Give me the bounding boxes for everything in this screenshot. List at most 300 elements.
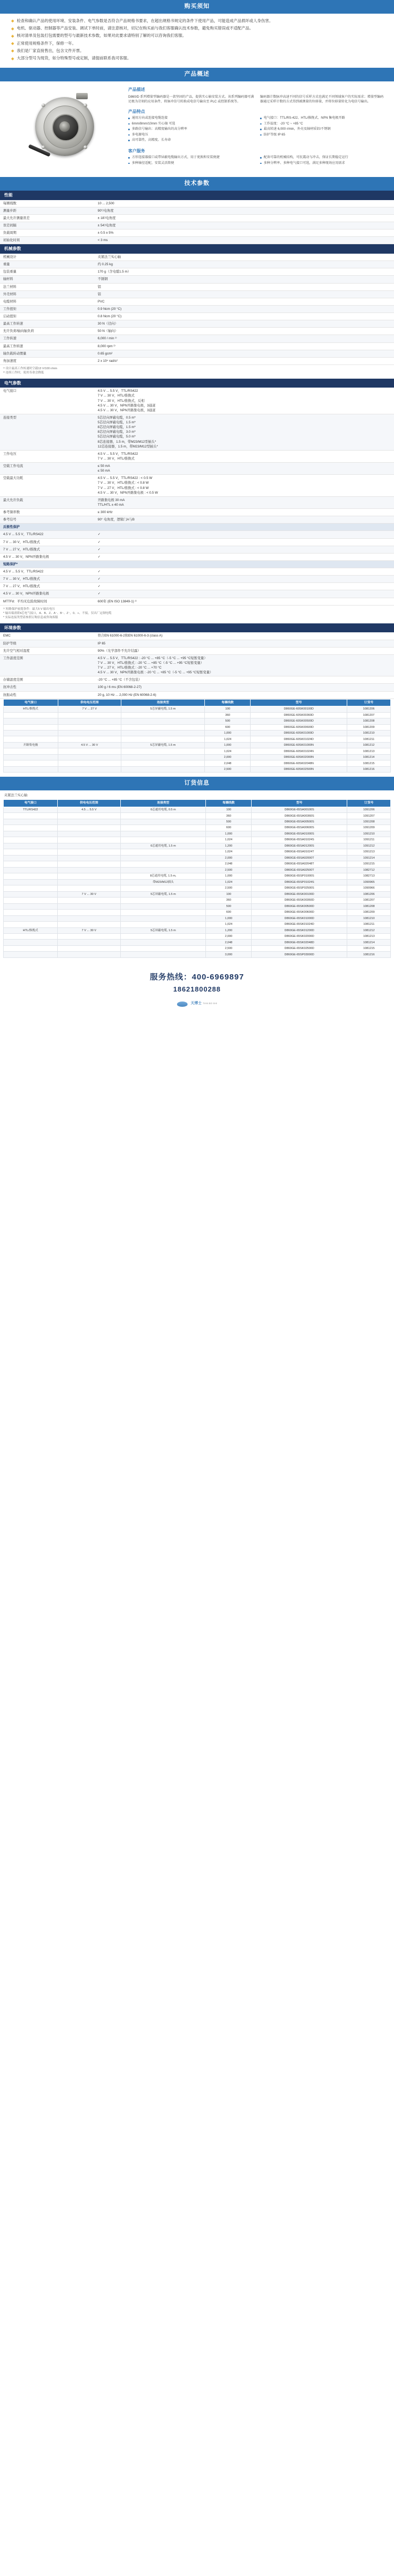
col-header: 订货号 xyxy=(347,800,391,807)
cell xyxy=(120,898,206,903)
cell: 600 xyxy=(206,910,252,915)
cell: D860GE-65SP01000S xyxy=(252,873,347,879)
order-subtitle: 夹紧法兰实心轴 xyxy=(4,794,28,798)
cell: 1,024 xyxy=(206,922,252,927)
table-row xyxy=(4,736,391,742)
cell xyxy=(4,754,58,760)
spec-value: 不锈钢 xyxy=(95,276,394,283)
table-row xyxy=(0,328,394,335)
note-line: * 输出端需联4芯电气接口，A、B、Z、A⁻、B⁻、Z⁻，0、+、不接，仅出厂定制电缆 xyxy=(3,612,112,616)
spec-key: 4.5 V ... 5.5 V，TTL/RS422 xyxy=(0,568,95,576)
table-row xyxy=(4,724,391,730)
spec-value: -20 °C ... +85 °C（不含包装） xyxy=(95,676,394,684)
value-line: ≤ 50 mA xyxy=(98,464,110,468)
spec-key: 防护等级 xyxy=(0,640,95,647)
table-row xyxy=(0,576,394,583)
table-row xyxy=(0,590,394,598)
cell: 1,024 xyxy=(205,736,251,742)
cell xyxy=(121,766,205,772)
spec-key: 机械设计 xyxy=(0,254,95,261)
cell: 1,200 xyxy=(206,843,252,849)
cell xyxy=(4,813,58,819)
table-row xyxy=(0,261,394,268)
encoder-product-image xyxy=(26,90,105,169)
cell xyxy=(57,879,120,885)
spec-value: ± 18'/电角度 xyxy=(95,214,394,222)
value-line: 5芯径向屏蔽电缆，0.5 m* xyxy=(98,415,136,420)
cell xyxy=(4,915,58,921)
cell xyxy=(57,885,120,891)
cell: 360 xyxy=(206,813,252,819)
spec-key: 负载周期 xyxy=(0,230,95,237)
cell: D860GE-60SK01000N xyxy=(251,742,347,748)
spec-value: IP 65 xyxy=(95,640,394,647)
table-row xyxy=(0,388,394,414)
value-line: 8芯连接器，1.5 m，带M23/M12型插头* xyxy=(98,440,156,444)
spec-value: 30 N（径向） xyxy=(95,320,394,328)
spec-value: 约 0.25 kg xyxy=(95,261,394,268)
table-row xyxy=(4,945,391,951)
table-row xyxy=(0,298,394,305)
cell: 1082712 xyxy=(347,867,391,873)
cell: 1090966 xyxy=(347,885,391,891)
cell: 360 xyxy=(206,898,252,903)
cell: D860GE-65SK02500D xyxy=(252,945,347,951)
cell: D860GE-60SK00360D xyxy=(251,712,347,718)
cell: D860GE-60SK01000D xyxy=(251,730,347,736)
spec-key: EMC xyxy=(0,632,95,640)
value-line: 7 V ... 27 V，HTL/推挽式 : -20 °C ... +70 °C xyxy=(98,666,162,670)
cell xyxy=(121,730,205,736)
list-item: 最高转速 6,000 r/min，外壳及轴材质铝/不锈钢 xyxy=(260,127,387,132)
cell xyxy=(57,825,120,831)
spec-value xyxy=(95,475,394,497)
cell xyxy=(4,819,58,825)
page-footer xyxy=(0,962,394,1011)
cell: 2,000 xyxy=(205,754,251,760)
cell: 100 xyxy=(206,891,252,897)
cell xyxy=(120,940,206,945)
cell xyxy=(120,910,206,915)
list-item: 通用方向或连接电缆连接 xyxy=(128,116,255,121)
value-line: 4.5 V ... 5.5 V，TTL/RS422 : < 0.5 W xyxy=(98,476,152,481)
cell: 2,048 xyxy=(206,940,252,945)
table-row xyxy=(0,538,394,546)
table-row xyxy=(4,873,391,879)
cell xyxy=(4,712,58,718)
spec-key: 4.5 V ... 5.5 V，TTL/RS422 xyxy=(0,531,95,538)
table-row xyxy=(4,934,391,940)
table-row xyxy=(4,903,391,909)
subheader-label: 反极性保护 xyxy=(0,524,394,531)
cell: D860GE-60SK02048N xyxy=(251,760,347,766)
model-table-wrap xyxy=(0,699,394,777)
customer-service-head: 客户服务 xyxy=(128,148,145,153)
cell xyxy=(120,819,206,825)
table-row xyxy=(0,290,394,298)
value-line: 7 V ... 27 V，HTL/推挽式 : < 0.8 W xyxy=(98,486,149,490)
spec-value xyxy=(95,450,394,462)
cell xyxy=(120,885,206,891)
product-description-block xyxy=(128,87,387,104)
cell: 360 xyxy=(205,712,251,718)
table-row xyxy=(4,712,391,718)
spec-value: 夹紧法兰实心轴 xyxy=(95,254,394,261)
spec-key: 7 V ... 30 V，HTL/推挽式 xyxy=(0,576,95,583)
cell xyxy=(58,712,121,718)
cell xyxy=(121,724,205,730)
cell: 2,500 xyxy=(206,945,252,951)
model-table xyxy=(3,699,391,773)
cell xyxy=(4,748,58,754)
table-row xyxy=(0,237,394,244)
cell: D860GE-65SA02048T xyxy=(252,861,347,867)
cell: D860GE-65SA00360S xyxy=(252,813,347,819)
cell xyxy=(4,934,58,940)
cell: D860GE-65SK02000D xyxy=(252,934,347,940)
table-row xyxy=(0,313,394,320)
note-line: ²⁾ 连续工作时，使用寿命会降低 xyxy=(3,371,44,375)
cell: 1090965 xyxy=(347,879,391,885)
cell xyxy=(120,849,206,855)
cell xyxy=(4,873,58,879)
list-item: 多路信号输出：高精度输出的高分辨率 xyxy=(128,127,255,132)
environment-table xyxy=(0,632,394,698)
cell xyxy=(121,736,205,742)
cell xyxy=(57,813,120,819)
cell xyxy=(58,724,121,730)
spec-key: 工作转速 xyxy=(0,335,95,342)
spec-key: 7 V ... 30 V，HTL/推挽式 xyxy=(0,538,95,546)
table-row xyxy=(0,214,394,222)
value-line: 4.5 V ... 30 V，NPN开路集电极，3通道 xyxy=(98,408,155,412)
spec-key: 空载最大功耗 xyxy=(0,475,95,497)
col-header: 电气接口 xyxy=(4,699,58,706)
cell: D860GE-65SK02048D xyxy=(252,940,347,945)
cell: 4.5 ... 5.5 V xyxy=(57,807,120,812)
spec-value: 铝 xyxy=(95,283,394,290)
check-mark: ✓ xyxy=(95,583,394,590)
cell: 7 V ... 27 V xyxy=(58,706,121,712)
cell: D860GE-65SK01000D xyxy=(252,915,347,921)
table-row xyxy=(4,922,391,927)
spec-value: 8,000 rpm ²⁾ xyxy=(95,342,394,350)
list-item: 电气接口：TTL/RS-422、HTL/推挽式、NPN 集电极开路 xyxy=(260,116,387,121)
logo-text-wrap xyxy=(191,1001,217,1006)
value-line: 开路集电极 30 mA xyxy=(98,498,125,502)
table-row xyxy=(4,754,391,760)
cell: 7 V ... 30 V xyxy=(57,927,120,933)
company-logo xyxy=(0,1000,394,1008)
cell: D860GE-60SK00100D xyxy=(251,706,347,712)
cell xyxy=(57,843,120,849)
cell xyxy=(4,910,58,915)
spec-key: 工作电压 xyxy=(0,450,95,462)
spec-value: 符合EN 61000-6-2和EN 61000-6-3 (class A) xyxy=(95,632,394,640)
customer-service-block xyxy=(128,148,387,167)
cell: D860GE-65SP01024S xyxy=(252,879,347,885)
cell: 100 xyxy=(205,706,251,712)
cell: D860GE-65SA01000S xyxy=(252,831,347,837)
cell: 6芯通用电缆, 1.5 m xyxy=(120,843,206,849)
cell: D860GE-65SA01024S xyxy=(252,837,347,843)
cell: 1091211 xyxy=(347,837,391,843)
table-row xyxy=(0,207,394,214)
spec-key: 最大允许负载 xyxy=(0,496,95,508)
product-overview-title: 产品概述 xyxy=(0,68,394,81)
cell xyxy=(120,861,206,867)
value-line: 4.5 V ... 30 V，NPN开路集电极 : < 0.5 W xyxy=(98,491,158,495)
product-overview-text xyxy=(128,87,387,171)
cell: D860GE-60SK02000N xyxy=(251,754,347,760)
spec-value: 90° 电角度，逻辑门A与B xyxy=(95,516,394,524)
cell xyxy=(4,766,58,772)
cell: TTL/RS422 xyxy=(4,807,58,812)
value-line: 8芯径向屏蔽电缆，3.0 m* xyxy=(98,430,136,434)
check-mark: ✓ xyxy=(95,546,394,553)
cell: 100 xyxy=(206,807,252,812)
cell xyxy=(57,898,120,903)
spec-key: 工作温度范围 xyxy=(0,654,95,676)
group-mechanical: 机械参数 xyxy=(0,244,394,254)
table-row xyxy=(4,915,391,921)
cell: 2,000 xyxy=(206,934,252,940)
cell: D860GE-65SA00500S xyxy=(252,819,347,825)
cell xyxy=(4,718,58,724)
cell: 1081207 xyxy=(347,712,390,718)
spec-key: 重量 xyxy=(0,261,95,268)
cell: 500 xyxy=(205,718,251,724)
table-row xyxy=(0,583,394,590)
table-row xyxy=(0,647,394,654)
value-line: ≤ 50 mA xyxy=(98,469,110,473)
table-row xyxy=(4,718,391,724)
table-header-row xyxy=(4,800,391,807)
cell: 1,000 xyxy=(206,873,252,879)
spec-value: 0.9 Ncm (20 °C) xyxy=(95,305,394,312)
cell: D860GE-60SK00500D xyxy=(251,718,347,724)
cell xyxy=(58,760,121,766)
table-row xyxy=(4,819,391,825)
mechanical-table xyxy=(0,254,394,365)
cell xyxy=(4,843,58,849)
product-description-text-1: D860/D 系列增量型编码器是一款坚固的产品，提供实心轴安装方式。该系列编码器可满足极为苛刻的应用条件，将脉冲信号转换成电信号输出至 PLC 或控制系统等。 xyxy=(128,95,254,104)
table-row xyxy=(4,706,391,712)
spec-value xyxy=(95,654,394,676)
cell: D860GE-65SA02000T xyxy=(252,855,347,861)
spec-value xyxy=(95,414,394,450)
list-item: 多电源电压 xyxy=(128,133,255,138)
col-header: 每圈线数 xyxy=(206,800,252,807)
value-line: 4.5 V ... 5.5 V，TTL/RS422 xyxy=(98,452,138,456)
col-header: 型号 xyxy=(251,699,347,706)
spec-value: 0.8 Ncm (20 °C) xyxy=(95,313,394,320)
col-header: 供电电压范围 xyxy=(57,800,120,807)
cell xyxy=(121,754,205,760)
spec-value xyxy=(95,388,394,414)
cell: 2,500 xyxy=(206,867,252,873)
table-row xyxy=(4,910,391,915)
spec-value: 20 g, 10 Hz ... 2,000 Hz (EN 60068-2-6) xyxy=(95,691,394,698)
cell: 5芯屏蔽电缆, 1.5 m xyxy=(120,927,206,933)
cell xyxy=(57,934,120,940)
cell: 1,200 xyxy=(206,927,252,933)
cell: 2,500 xyxy=(206,885,252,891)
table-row xyxy=(4,849,391,855)
cell xyxy=(58,766,121,772)
table-row xyxy=(0,350,394,357)
cell: D860GE-65SA02500T xyxy=(252,867,347,873)
cell: D860GE-60SK01024N xyxy=(251,748,347,754)
table-row xyxy=(0,342,394,350)
cell: 3,000 xyxy=(206,952,252,957)
spec-key: 电气接口 xyxy=(0,388,95,414)
cell: 1091207 xyxy=(347,813,391,819)
cell xyxy=(4,945,58,951)
features-list-left xyxy=(128,116,255,143)
list-item: 多种分辨率、多种电气接口可选，满足多种现场应用需求 xyxy=(260,161,387,166)
table-row xyxy=(0,305,394,312)
cell: 1091214 xyxy=(347,855,391,861)
col-header: 每圈线数 xyxy=(205,699,251,706)
check-mark: ✓ xyxy=(95,538,394,546)
table-row xyxy=(0,357,394,364)
purchase-notice-title: 购买须知 xyxy=(0,0,394,14)
table-row xyxy=(4,748,391,754)
table-row xyxy=(0,320,394,328)
order-info-title: 订货信息 xyxy=(0,777,394,790)
cell xyxy=(57,940,120,945)
spec-key: 7 V ... 27 V，HTL/推挽式 xyxy=(0,583,95,590)
spec-key: 最高工作转速 xyxy=(0,320,95,328)
cell: 1,000 xyxy=(205,742,251,748)
value-line: 7 V ... 30 V，HTL/推挽式，反相 xyxy=(98,399,144,403)
cell xyxy=(120,915,206,921)
cell: 1081213 xyxy=(347,934,391,940)
spec-value: 铝 xyxy=(95,290,394,298)
table-row xyxy=(4,766,391,772)
cell xyxy=(57,849,120,855)
cell xyxy=(57,837,120,843)
table-row xyxy=(4,837,391,843)
table-row xyxy=(0,254,394,261)
table-row xyxy=(0,230,394,237)
product-image-wrap xyxy=(7,87,123,171)
cell xyxy=(58,718,121,724)
cell xyxy=(58,736,121,742)
cell: 1081209 xyxy=(347,724,390,730)
cell: 1081216 xyxy=(347,952,391,957)
cell xyxy=(120,952,206,957)
table-row xyxy=(0,691,394,698)
cell xyxy=(4,730,58,736)
cell: 5芯屏蔽电缆, 1.5 m xyxy=(120,891,206,897)
cell: D860GE-65SA01024T xyxy=(252,849,347,855)
cell: 1091213 xyxy=(347,849,391,855)
table-row xyxy=(0,496,394,508)
product-features-block xyxy=(128,109,387,144)
cell xyxy=(57,867,120,873)
value-line: 7 V ... 30 V，HTL/推挽式 : < 0.8 W xyxy=(98,481,149,485)
mechanical-notes xyxy=(0,365,394,379)
cell: 1091210 xyxy=(347,831,391,837)
col-header: 型号 xyxy=(252,800,347,807)
cell: 1081215 xyxy=(347,760,390,766)
note-line: ¹⁾ 设计最高工作转速时空载13 V/100 r/min xyxy=(3,367,57,370)
cell xyxy=(57,855,120,861)
value-line: 7 V ... 30 V，HTL/推挽式 xyxy=(98,456,134,461)
subheader-label: 短路保护* xyxy=(0,560,394,568)
product-description-head: 产品描述 xyxy=(128,87,145,92)
check-mark: ✓ xyxy=(95,590,394,598)
cell: 5芯屏蔽电缆, 1.5 m xyxy=(121,742,205,748)
cell xyxy=(120,813,206,819)
service-list-left xyxy=(128,155,255,165)
spec-value: 100 g / 6 ms (EN 60068-2-27) xyxy=(95,684,394,691)
list-item: 大部分型号为现货，如分特殊型号或定制，请提前联系我司客服。 xyxy=(12,55,382,61)
cell: 1081208 xyxy=(347,718,390,724)
spec-key: 抗振动性 xyxy=(0,691,95,698)
spec-key: 轴材料 xyxy=(0,276,95,283)
spec-key: 工作扭矩 xyxy=(0,305,95,312)
product-overview-section xyxy=(0,81,394,177)
cell: 1091215 xyxy=(347,861,391,867)
cell: 1,000 xyxy=(205,730,251,736)
table-row xyxy=(0,531,394,538)
cell xyxy=(120,903,206,909)
table-row xyxy=(0,546,394,553)
spec-value: 50 N（轴向） xyxy=(95,328,394,335)
spec-key: 参考频率数 xyxy=(0,509,95,516)
table-subheader xyxy=(0,524,394,531)
service-hotline: 服务热线：400-6969897 xyxy=(150,972,244,982)
spec-key: 允许负荷/轴向轴负荷 xyxy=(0,328,95,335)
spec-value: 0.65 gcm² xyxy=(95,350,394,357)
spec-value: ± 0.5 ± 5% xyxy=(95,230,394,237)
cell: 500 xyxy=(206,819,252,825)
cell: D860GE-65SK00100D xyxy=(252,891,347,897)
cell: 8芯通用电缆, 1.5 m, xyxy=(120,873,206,879)
check-mark: ✓ xyxy=(95,531,394,538)
cell xyxy=(120,934,206,940)
cell: 1081214 xyxy=(347,754,390,760)
cell xyxy=(120,837,206,843)
table-row xyxy=(4,898,391,903)
cell: 1081207 xyxy=(347,898,391,903)
cell xyxy=(57,873,120,879)
table-row xyxy=(0,553,394,560)
cell: 1081206 xyxy=(347,706,390,712)
cell xyxy=(120,922,206,927)
col-header: 订货号 xyxy=(347,699,390,706)
spec-value: 90%（光学部件不允许结露） xyxy=(95,647,394,654)
spec-key: 存储温度范围 xyxy=(0,676,95,684)
table-row xyxy=(4,807,391,812)
table-row xyxy=(0,450,394,462)
cell xyxy=(4,861,58,867)
table-row xyxy=(0,268,394,276)
cell: 带M23/M12插头 xyxy=(120,879,206,885)
table-row xyxy=(4,952,391,957)
cell xyxy=(4,898,58,903)
value-line: 7 V ... 30 V，HTL/推挽式 xyxy=(98,394,134,398)
cell: 4.5 V ... 30 V xyxy=(58,742,121,748)
spec-key: 外壳材料 xyxy=(0,290,95,298)
cell: 1091206 xyxy=(347,807,391,812)
electrical-table xyxy=(0,388,394,605)
cell: 1,000 xyxy=(206,915,252,921)
list-item: 核对清单及包装打包需要的型号与最新技术参数，如果对此要求请特别了解的可以咨询我们客服。 xyxy=(12,33,382,38)
